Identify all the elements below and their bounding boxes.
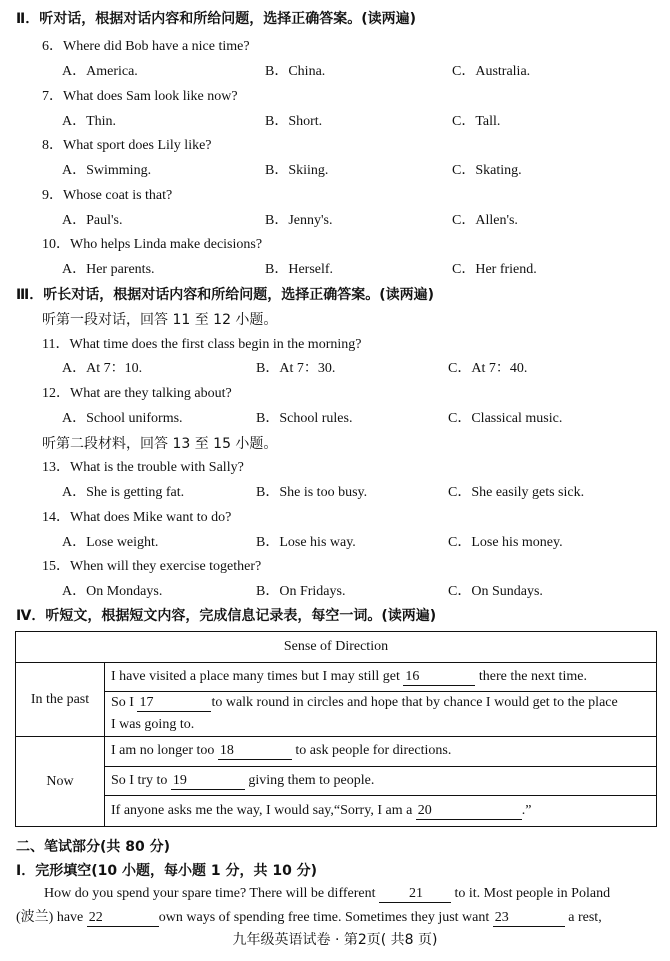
- row-text: So I: [111, 695, 138, 710]
- passage-text: to it. Most people in Poland: [451, 886, 611, 901]
- option-a: A．Lose weight.: [62, 535, 159, 550]
- question-text: 15．When will they exercise together?: [42, 559, 262, 574]
- option-a: A．Thin.: [62, 114, 117, 129]
- cloze-passage: [16, 882, 656, 930]
- option-c: C．Australia.: [452, 64, 531, 79]
- question-text: 13．What is the trouble with Sally?: [42, 460, 244, 475]
- option-b: B．School rules.: [256, 411, 353, 426]
- question-text: 9．Whose coat is that?: [42, 188, 173, 203]
- question-text: 10．Who helps Linda make decisions?: [42, 237, 263, 252]
- table-row: [105, 767, 657, 796]
- option-c: C．Classical music.: [448, 411, 563, 426]
- row-text: So I try to: [111, 772, 171, 788]
- option-c: C．Her friend.: [452, 262, 537, 277]
- option-a: A．Swimming.: [62, 163, 152, 178]
- row-text: I am no longer too: [111, 743, 218, 758]
- row-label-past: In the past: [16, 663, 105, 737]
- table-row: [105, 737, 657, 767]
- part-2-instruction: 听第二段材料，回答 13 至 15 小题。: [42, 436, 278, 452]
- option-a: A．Paul's.: [62, 213, 123, 228]
- option-a: A．Her parents.: [62, 262, 155, 277]
- passage-text: (波兰) have: [16, 910, 87, 925]
- written-part-heading: 二、笔试部分(共 80 分): [16, 839, 171, 855]
- blank-19: 19: [171, 773, 245, 790]
- blank-18: 18: [218, 743, 292, 760]
- row-text: If anyone asks me the way, I would say,“Sorry, I am a: [111, 802, 416, 818]
- option-b: B．Herself.: [265, 262, 334, 277]
- option-a: A．On Mondays.: [62, 584, 163, 599]
- info-record-table: [15, 631, 657, 827]
- option-b: B．Skiing.: [265, 163, 329, 178]
- option-c: C．She easily gets sick.: [448, 485, 585, 500]
- blank-22: 22: [87, 910, 159, 927]
- row-text: giving them to people.: [244, 772, 375, 788]
- option-c: C．At 7：40.: [448, 361, 528, 376]
- passage-line: [16, 882, 656, 906]
- option-c: C．Skating.: [452, 163, 522, 178]
- cloze-heading: Ⅰ．完形填空(10 小题，每小题 1 分，共 10 分): [16, 863, 318, 879]
- question-text: 8．What sport does Lily like?: [42, 138, 212, 153]
- row-text: I have visited a place many times but I may still get: [111, 668, 404, 684]
- question-text: 6．Where did Bob have a nice time?: [42, 39, 250, 54]
- row-text: to walk round in circles and hope that by chance I would get to the place: [211, 695, 618, 710]
- row-text: I was going to.: [111, 717, 195, 732]
- row-text: to ask people for directions.: [291, 743, 452, 758]
- passage-text: a rest,: [564, 910, 602, 925]
- row-text: there the next time.: [475, 668, 587, 684]
- section-2-heading: Ⅱ．听对话，根据对话内容和所给问题，选择正确答案。(读两遍): [16, 11, 417, 27]
- option-b: B．Lose his way.: [256, 535, 356, 550]
- question-text: 12．What are they talking about?: [42, 386, 232, 401]
- option-b: B．Jenny's.: [265, 213, 333, 228]
- question-text: 14．What does Mike want to do?: [42, 510, 232, 525]
- question-text: 7．What does Sam look like now?: [42, 89, 238, 104]
- blank-16: 16: [403, 669, 475, 686]
- blank-23: 23: [493, 910, 565, 927]
- blank-17: 17: [137, 695, 211, 712]
- blank-21: 21: [379, 886, 451, 903]
- option-a: A．School uniforms.: [62, 411, 183, 426]
- table-row: [105, 663, 657, 692]
- question-text: 11．What time does the first class begin in the morning?: [42, 337, 362, 352]
- option-c: C．On Sundays.: [448, 584, 543, 599]
- page-footer: 九年级英语试卷 · 第2页( 共8 页): [232, 932, 438, 948]
- option-a: A．America.: [62, 64, 138, 79]
- row-text: .”: [521, 802, 532, 818]
- option-b: B．China.: [265, 64, 326, 79]
- section-3-heading: Ⅲ．听长对话，根据对话内容和所给问题，选择正确答案。(读两遍): [16, 287, 435, 303]
- option-a: A．She is getting fat.: [62, 485, 185, 500]
- option-c: C．Tall.: [452, 114, 501, 129]
- row-label-now: Now: [16, 737, 105, 827]
- passage-text: own ways of spending free time. Sometimes they just want: [158, 910, 493, 925]
- blank-20: 20: [416, 803, 522, 820]
- passage-text: How do you spend your spare time? There will be different: [44, 886, 380, 901]
- option-b: B．Short.: [265, 114, 323, 129]
- option-c: C．Allen's.: [452, 213, 518, 228]
- option-a: A．At 7：10.: [62, 361, 143, 376]
- table-row: [105, 796, 657, 827]
- option-b: B．At 7：30.: [256, 361, 336, 376]
- option-b: B．On Fridays.: [256, 584, 346, 599]
- passage-line: [16, 906, 656, 930]
- table-title: Sense of Direction: [16, 632, 657, 663]
- option-c: C．Lose his money.: [448, 535, 563, 550]
- option-b: B．She is too busy.: [256, 485, 368, 500]
- section-4-heading: Ⅳ．听短文，根据短文内容，完成信息记录表，每空一词。(读两遍): [16, 608, 437, 624]
- part-1-instruction: 听第一段对话，回答 11 至 12 小题。: [42, 312, 278, 328]
- table-row: [105, 692, 657, 737]
